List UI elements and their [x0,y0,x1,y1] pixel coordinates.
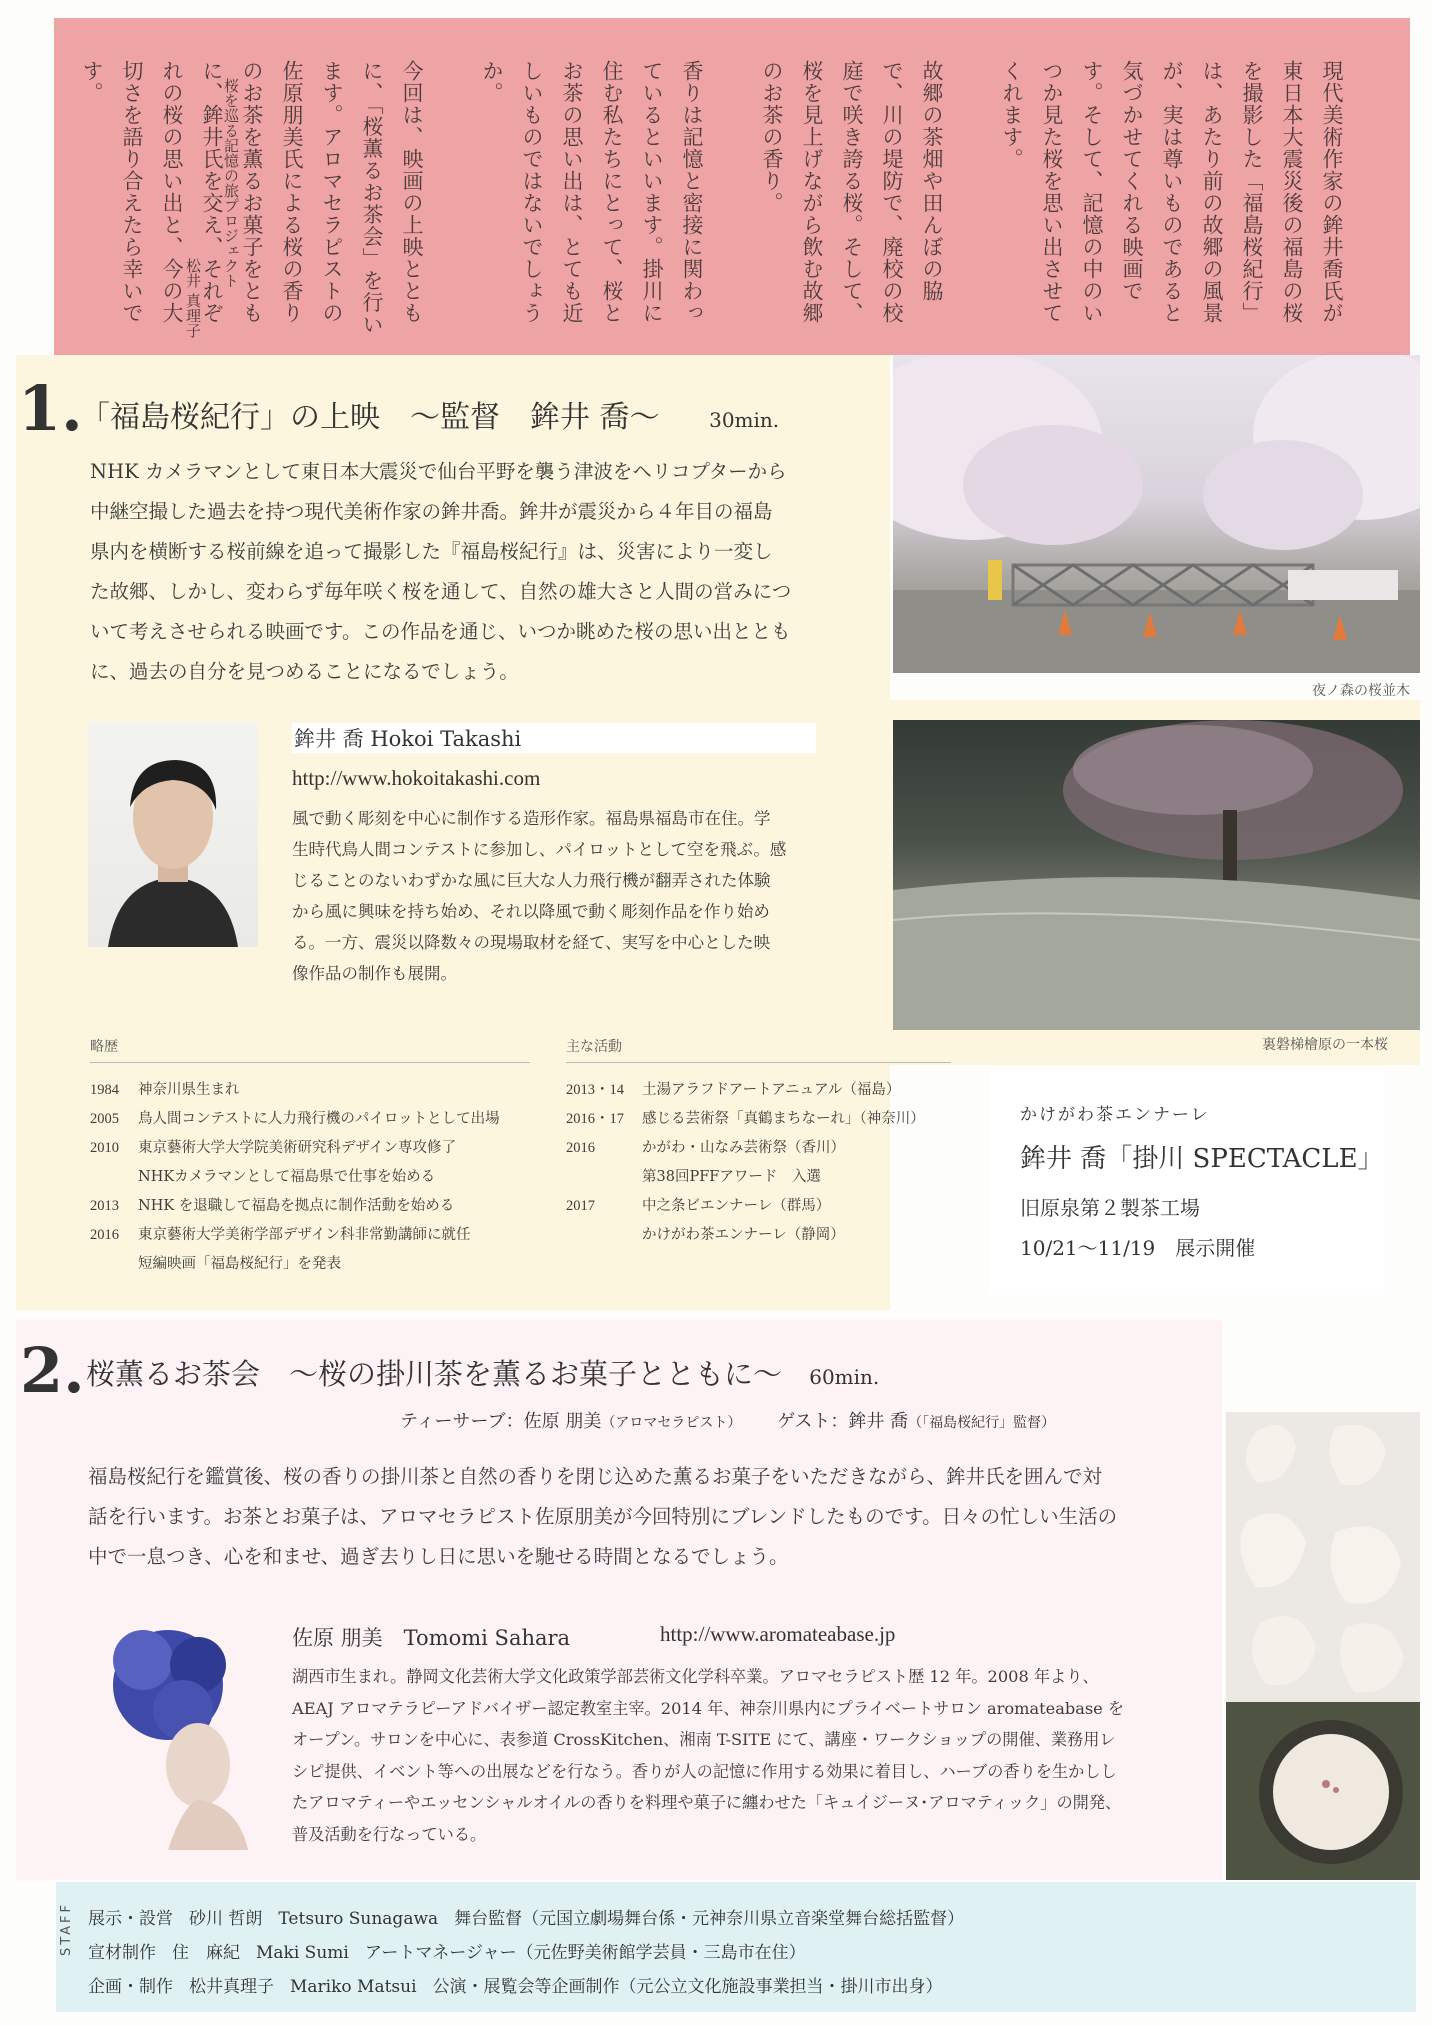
history-row: 1984 神奈川県生まれ [90,1082,240,1098]
section-1-duration: 30min. [709,408,780,432]
sahara-bio-line: たアロマティーやエッセンシャルオイルの香りを料理や菓子に纏わせた「キュイジーヌ･アロマティック」の開発、 [292,1793,1122,1812]
hokoi-bio-line: から風に興味を持ち始め、それ以降風で動く彫刻作品を作り始め [292,902,770,921]
sahara-url-link[interactable]: http://www.aromateabase.jp [660,1622,896,1646]
activities-heading: 主な活動 [566,1036,951,1063]
tea-server: ティーサーブ：佐原 朋美 [400,1411,602,1432]
sahara-bio-line: 普及活動を行なっている。 [292,1824,487,1844]
activity-row: 第38回PFFアワード 入選 [642,1169,821,1185]
staff-label: STAFF [59,1902,74,1957]
intro-paragraph-4: 今回は、映画の上映とともに、「桜薫るお茶会」を行います。アロマセラピストの佐原朋美氏による桜の香りのお茶を薫るお菓子をともに、鉾井氏を交え、それぞれの桜の思い出と、今の大切さを語り合えたら幸いです。 [80,60,424,336]
hokoi-bio-line: 風で動く彫刻を中心に制作する造形作家。福島県福島市在住。学 [292,809,771,828]
staff-panel [56,1882,1416,2012]
section-1-heading [80,392,779,436]
guest-role: （「福島桜紀行」監督） [908,1415,1056,1431]
section-2-heading [86,1352,879,1393]
section-2-description [88,1457,1218,1577]
sahara-bio-line: AEAJ アロマテラピーアドバイザー認定教室主宰。2014 年、神奈川県内にプライベートサロン aromateabase を [292,1698,1125,1718]
photo-sweets-and-tea [1226,1412,1420,1880]
activities-list [566,1076,986,1250]
hokoi-name: 鉾井 喬 Hokoi Takashi [292,723,816,753]
section-2-number: 2. [20,1334,85,1407]
tea-server-role: （アロマセラピスト） [601,1415,742,1431]
signature-name: 松井 真理子 [184,258,202,338]
intro-paragraph-2: 故郷の茶畑や田んぼの脇で、川の堤防で、廃校の校庭で咲き誇る桜。そして、桜を見上げながら飲む故郷のお茶の香り。 [760,60,944,324]
intro-paragraph-1: 現代美術作家の鉾井喬氏が東日本大震災後の福島の桜を撮影した「福島桜紀行」は、あたり前の故郷の風景が、実は尊いものであると気づかせてくれる映画です。そして、記憶の中のいつか見た桜を思い出させてくれます。 [1000,60,1344,324]
section-2-hosts [400,1407,1055,1433]
guest: ゲスト：鉾井 喬 [777,1411,909,1432]
event-info-box [990,1070,1385,1295]
section-2-line: 話を行います。お茶とお菓子は、アロマセラピスト佐原朋美が今回特別にブレンドしたものです。日々の忙しい生活の [88,1505,1118,1528]
signature-org: 桜を巡る記憶の旅プロジェクト [222,78,240,288]
sahara-portrait [88,1615,263,1850]
hokoi-bio-line: る。一方、震災以降数々の現場取材を経て、実写を中心とした映 [292,933,771,952]
section-2-title: 桜薫るお茶会 ～桜の掛川茶を薫るお菓子とともに～ [86,1357,783,1391]
sahara-bio [292,1661,1217,1850]
staff-row: 企画・制作 松井真理子 Mariko Matsui 公演・展覧会等企画制作（元公立文化施設事業担当・掛川市出身） [88,1977,943,1997]
intro-signature [174,78,250,338]
history-row: 2016 東京藝術大学美術学部デザイン科非常勤講師に就任 [90,1227,471,1243]
activity-row: 2013・14 土湯アラフドアートアニュアル（福島） [566,1082,901,1098]
section-1-line: に、過去の自分を見つめることになるでしょう。 [90,660,519,683]
history-row: 2010 東京藝術大学大学院美術研究科デザイン専攻修了 [90,1140,456,1156]
sahara-bio-line: 湖西市生まれ。静岡文化芸術大学文化政策学部芸術文化学科卒業。アロマセラピスト歴 12 年。2008 年より、 [292,1667,1099,1686]
sweets-and-tea-image [1226,1412,1420,1880]
sahara-name: 佐原 朋美 Tomomi Sahara [292,1626,571,1650]
sahara-bio-line: オープン。サロンを中心に、表参道 CrossKitchen、湘南 T-SITE にて、講座・ワークショップの開催、業務用レ [292,1730,1116,1749]
activity-row: かけがわ茶エンナーレ（静岡） [642,1227,845,1243]
activity-row: 2016・17 感じる芸術祭「真鶴まちなーれ」（神奈川） [566,1111,925,1127]
hokoi-bio-line: じることのないわずかな風に巨大な人力飛行機が翻弄された体験 [292,871,771,890]
history-row: 2013 NHK を退職して福島を拠点に制作活動を始める [90,1198,455,1214]
hokoi-bio [292,803,852,989]
section-1-description [90,452,880,692]
history-row: 短編映画「福島桜紀行」を発表 [138,1256,341,1272]
activity-row: 2016 かがわ・山なみ芸術祭（香川） [566,1140,845,1156]
hokoi-bio-line: 生時代鳥人間コンテストに参加し、パイロットとして空を飛ぶ。感 [292,840,787,859]
history-heading: 略歴 [90,1036,530,1063]
section-2-duration: 60min. [809,1365,880,1389]
section-1-number: 1. [18,372,83,445]
section-1-line: いて考えさせられる映画です。この作品を通じ、いつか眺めた桜の思い出ととも [90,620,791,643]
hokoi-url-link[interactable]: http://www.hokoitakashi.com [292,766,541,790]
history-row: 2005 鳥人間コンテストに人力飛行機のパイロットとして出場 [90,1111,500,1127]
intro-text [72,60,1352,340]
photo-lone-cherry-tree [893,720,1420,1030]
history-list [90,1076,540,1279]
section-1-line: 県内を横断する桜前線を追って撮影した『福島桜紀行』は、災害により一変し [90,540,773,563]
intro-panel [54,18,1410,355]
lone-cherry-tree-image [893,720,1420,1030]
event-dates: 10/21～11/19 展示開催 [1020,1236,1256,1260]
event-label: かけがわ茶エンナーレ [1020,1105,1210,1125]
section-1-line: 中継空撮した過去を持つ現代美術作家の鉾井喬。鉾井が震災から４年目の福島 [90,500,773,523]
hokoi-portrait-image [88,722,258,947]
section-2-line: 福島桜紀行を鑑賞後、桜の香りの掛川茶と自然の香りを閉じ込めた薫るお菓子をいただきながら、鉾井氏を囲んで対 [88,1465,1103,1488]
photo-sakura-avenue [893,355,1420,673]
activity-row: 2017 中之条ビエンナーレ（群馬） [566,1198,831,1214]
photo-2-caption: 裏磐梯檜原の一本桜 [1262,1037,1388,1053]
hokoi-portrait [88,722,258,947]
section-1-line: た故郷、しかし、変わらず毎年咲く桜を通して、自然の雄大さと人間の営みにつ [90,580,792,603]
sahara-portrait-image [88,1615,263,1850]
staff-row: 展示・設営 砂川 哲朗 Tetsuro Sunagawa 舞台監督（元国立劇場舞台係・元神奈川県立音楽堂舞台総括監督） [88,1909,965,1929]
hokoi-bio-line: 像作品の制作も展開。 [292,964,457,983]
sakura-avenue-image [893,355,1420,673]
sahara-bio-line: シピ提供、イベント等への出展などを行なう。香りが人の記憶に作用する効果に着目し、ハーブの香りを生かしし [292,1761,1117,1781]
section-1-line: NHK カメラマンとして東日本大震災で仙台平野を襲う津波をヘリコプターから [90,460,787,483]
section-1-title: 「福島桜紀行」の上映 ～監督 鉾井 喬～ [80,400,660,435]
staff-row: 宣材制作 住 麻紀 Maki Sumi アートマネージャー（元佐野美術館学芸員・三島市在住） [88,1943,806,1963]
event-title: 鉾井 喬「掛川 SPECTACLE」 [1020,1144,1384,1174]
intro-paragraph-3: 香りは記憶と密接に関わっているといいます。掛川に住む私たちにとって、桜とお茶の思い出は、とても近しいものではないでしょうか。 [480,60,704,324]
section-2-line: 中で一息つき、心を和ませ、過ぎ去りし日に思いを馳せる時間となるでしょう。 [88,1545,789,1568]
photo-1-caption: 夜ノ森の桜並木 [1312,683,1410,699]
event-venue: 旧原泉第２製茶工場 [1020,1196,1200,1220]
history-row: NHKカメラマンとして福島県で仕事を始める [138,1169,436,1185]
